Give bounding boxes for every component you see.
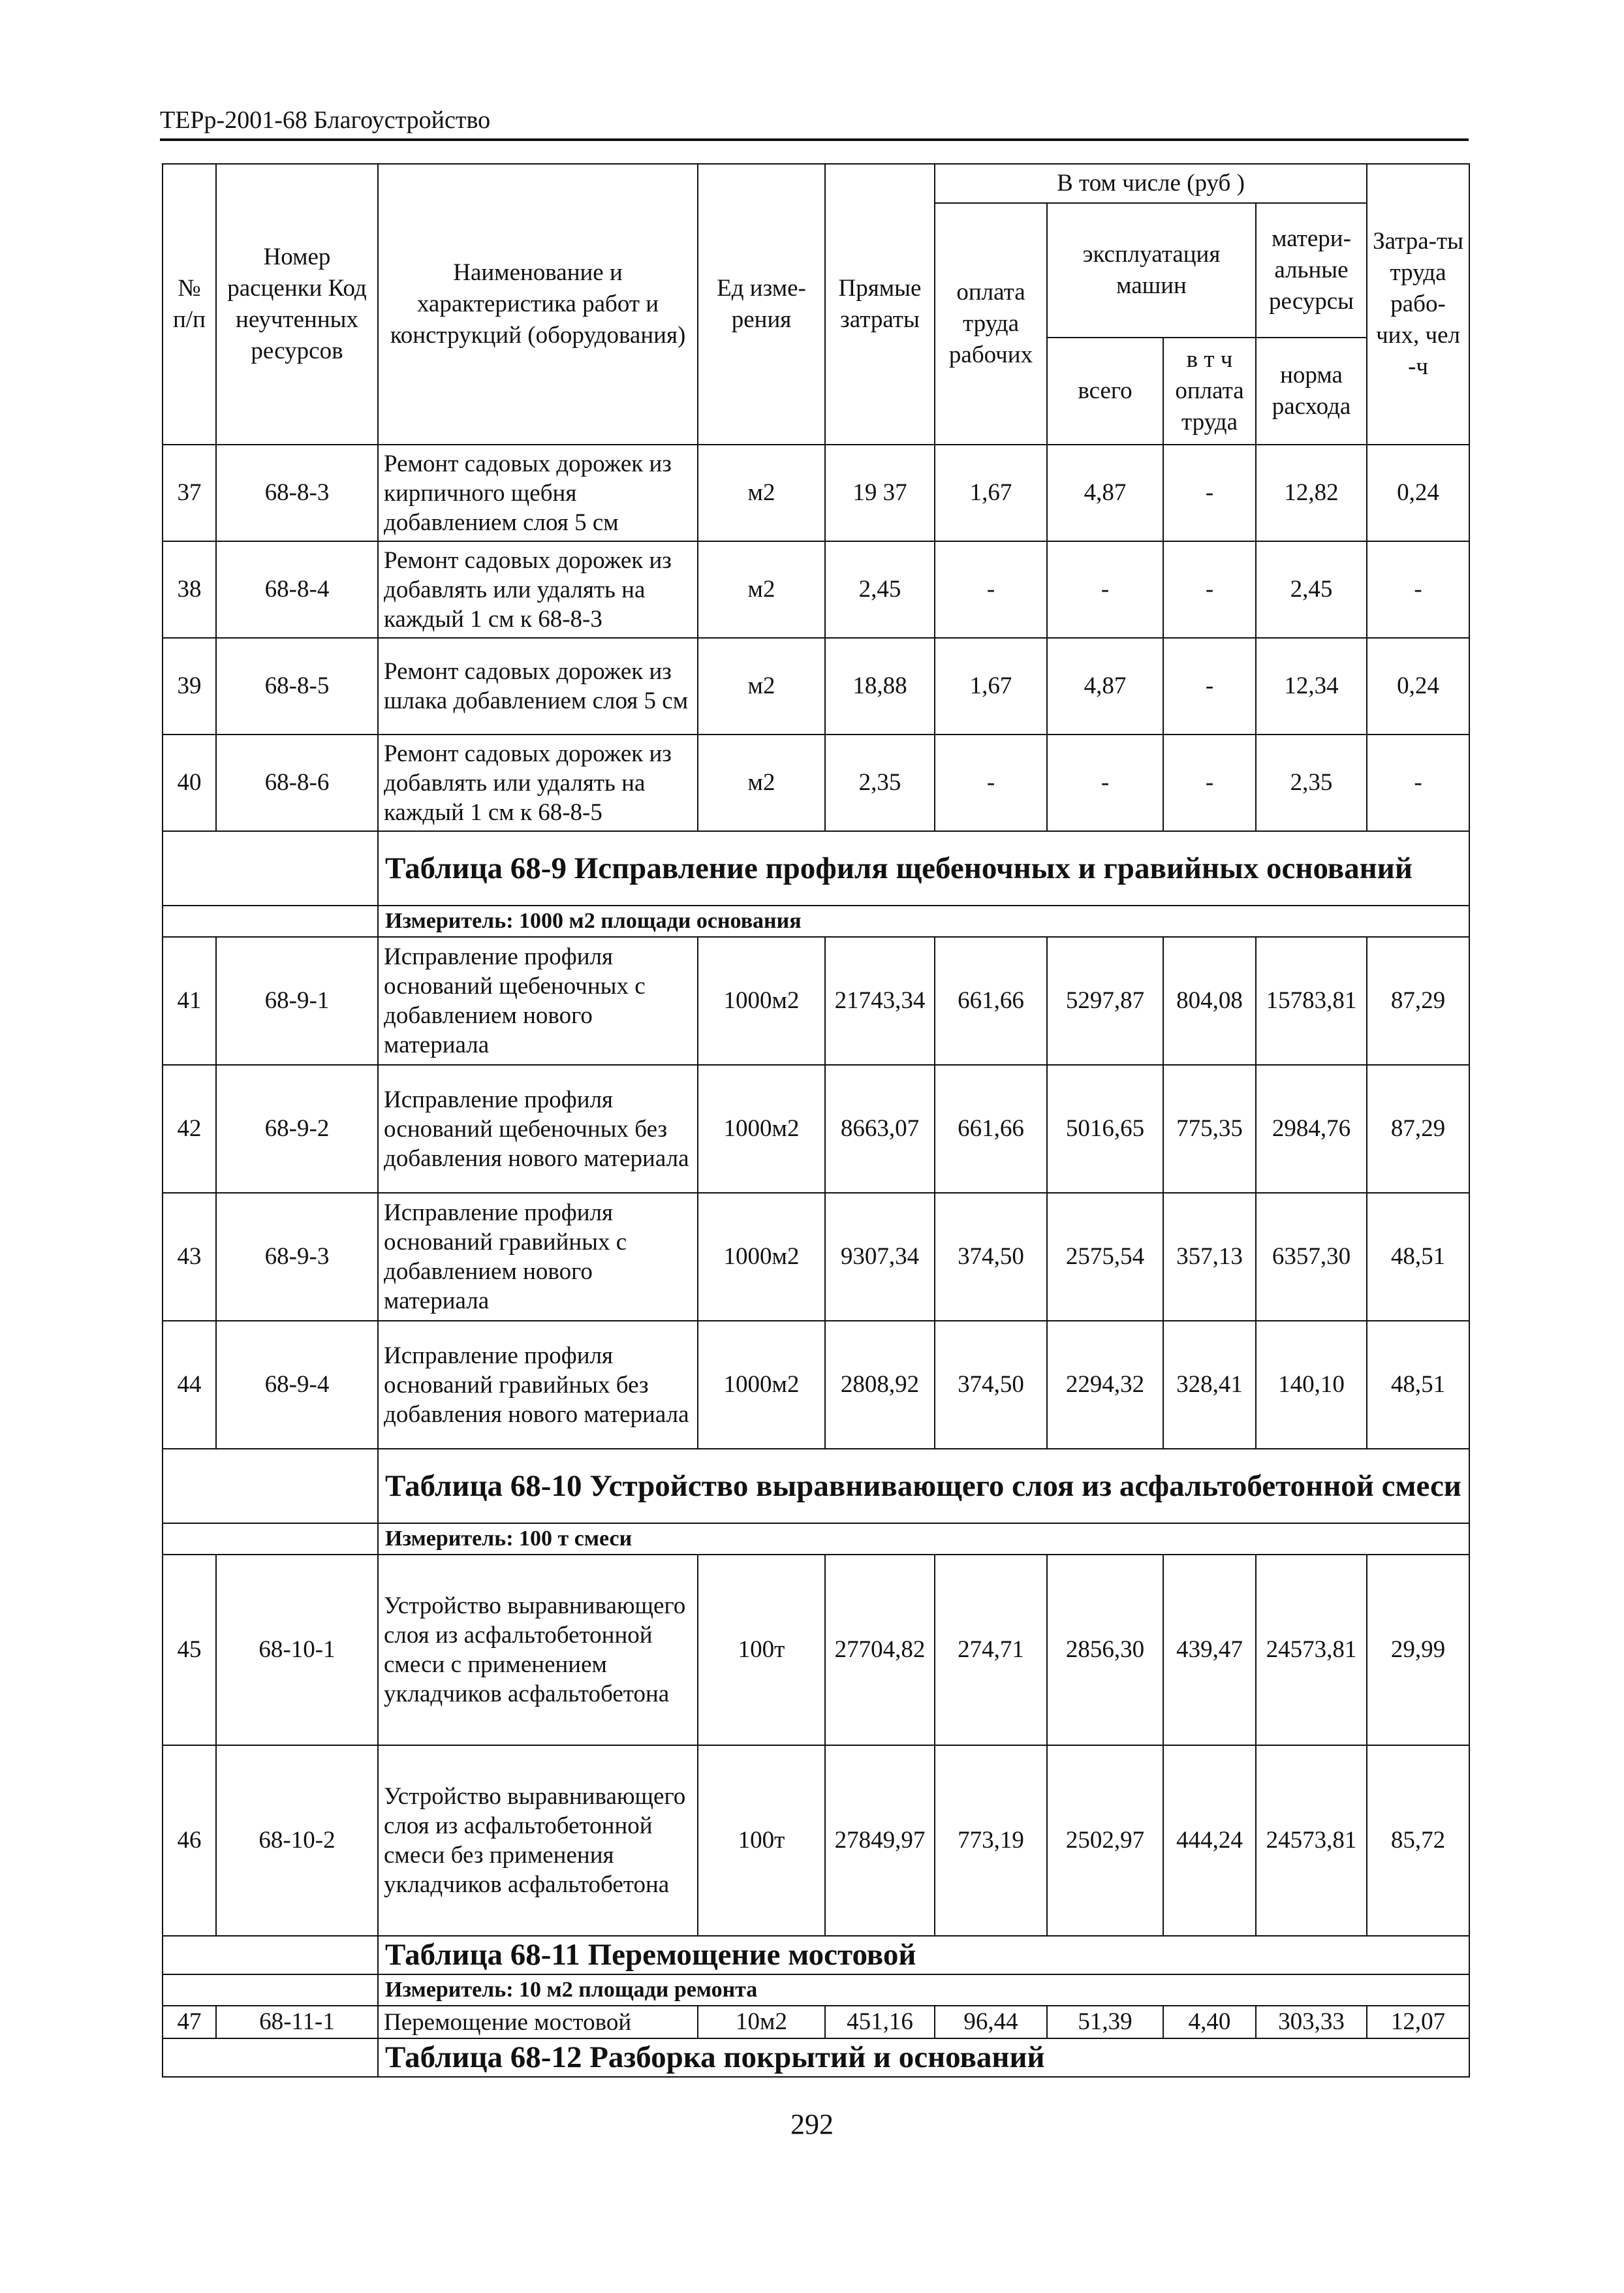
col-mach-wage-header: в т ч оплата труда xyxy=(1163,338,1256,445)
row-direct-cost: 19 37 xyxy=(825,445,935,541)
row-unit: 1000м2 xyxy=(698,937,825,1065)
row-code: 68-9-4 xyxy=(216,1321,378,1449)
row-materials: 24573,81 xyxy=(1256,1555,1367,1745)
row-code: 68-8-4 xyxy=(216,541,378,638)
row-machines-total: 2294,32 xyxy=(1047,1321,1163,1449)
row-materials: 6357,30 xyxy=(1256,1193,1367,1321)
row-unit: 100т xyxy=(698,1745,825,1936)
col-including-header: В том числе (руб ) xyxy=(935,164,1367,203)
row-materials: 2,45 xyxy=(1256,541,1367,638)
row-machines-wage: 775,35 xyxy=(1163,1065,1256,1193)
row-machines-total: 2856,30 xyxy=(1047,1555,1163,1745)
row-unit: 1000м2 xyxy=(698,1321,825,1449)
row-num: 43 xyxy=(163,1193,216,1321)
row-labor: 0,24 xyxy=(1367,445,1469,541)
section-meter-blank xyxy=(163,1523,378,1555)
row-machines-wage: 804,08 xyxy=(1163,937,1256,1065)
row-name: Исправление профиля оснований гравийных с добавлением нового материала xyxy=(378,1193,698,1321)
row-name: Исправление профиля оснований гравийных без добавления нового материала xyxy=(378,1321,698,1449)
row-machines-wage: - xyxy=(1163,445,1256,541)
section-title-row xyxy=(163,1449,1469,1523)
table-row xyxy=(163,445,1469,541)
row-code: 68-8-3 xyxy=(216,445,378,541)
row-code: 68-10-2 xyxy=(216,1745,378,1936)
row-num: 46 xyxy=(163,1745,216,1936)
row-num: 37 xyxy=(163,445,216,541)
row-unit: 1000м2 xyxy=(698,1193,825,1321)
row-code: 68-8-6 xyxy=(216,735,378,831)
row-labor: 29,99 xyxy=(1367,1555,1469,1745)
row-materials: 24573,81 xyxy=(1256,1745,1367,1936)
table-row xyxy=(163,638,1469,735)
rates-table xyxy=(162,163,1470,2078)
row-name: Ремонт садовых дорожек из добавлять или удалять на каждый 1 см к 68-8-3 xyxy=(378,541,698,638)
table-row xyxy=(163,1555,1469,1745)
col-unit-header: Ед изме-рения xyxy=(698,164,825,445)
col-materials-header: матери-альные ресурсы xyxy=(1256,203,1367,338)
row-machines-total: 5297,87 xyxy=(1047,937,1163,1065)
row-labor: 87,29 xyxy=(1367,937,1469,1065)
row-labor: 48,51 xyxy=(1367,1193,1469,1321)
row-unit: 1000м2 xyxy=(698,1065,825,1193)
section-title-blank xyxy=(163,1449,378,1523)
section-title-row xyxy=(163,1936,1469,1974)
row-code: 68-9-3 xyxy=(216,1193,378,1321)
row-direct-cost: 2,45 xyxy=(825,541,935,638)
row-wage: 773,19 xyxy=(935,1745,1047,1936)
row-machines-total: 2575,54 xyxy=(1047,1193,1163,1321)
header-row-1 xyxy=(163,164,1469,203)
row-wage: 661,66 xyxy=(935,1065,1047,1193)
section-meter: Измеритель: 100 т смеси xyxy=(378,1523,1469,1555)
row-materials: 140,10 xyxy=(1256,1321,1367,1449)
row-code: 68-11-1 xyxy=(216,2006,378,2038)
col-labor-header: Затра-ты труда рабо-чих, чел -ч xyxy=(1367,164,1469,445)
row-machines-total: 2502,97 xyxy=(1047,1745,1163,1936)
row-direct-cost: 451,16 xyxy=(825,2006,935,2038)
row-direct-cost: 2808,92 xyxy=(825,1321,935,1449)
row-num: 42 xyxy=(163,1065,216,1193)
row-wage: 96,44 xyxy=(935,2006,1047,2038)
col-name-header: Наименование и характеристика работ и конструкций (оборудования) xyxy=(378,164,698,445)
row-direct-cost: 18,88 xyxy=(825,638,935,735)
row-direct-cost: 2,35 xyxy=(825,735,935,831)
row-labor: 48,51 xyxy=(1367,1321,1469,1449)
row-materials: 2984,76 xyxy=(1256,1065,1367,1193)
row-labor: 0,24 xyxy=(1367,638,1469,735)
section-title-row xyxy=(163,2038,1469,2077)
row-wage: 274,71 xyxy=(935,1555,1047,1745)
table-body xyxy=(163,164,1469,2077)
row-machines-wage: 357,13 xyxy=(1163,1193,1256,1321)
table-row xyxy=(163,937,1469,1065)
row-wage: - xyxy=(935,735,1047,831)
section-meter-blank xyxy=(163,906,378,937)
row-machines-total: 51,39 xyxy=(1047,2006,1163,2038)
running-header: ТЕРр-2001-68 Благоустройство xyxy=(160,106,491,134)
row-wage: 374,50 xyxy=(935,1193,1047,1321)
row-machines-total: 4,87 xyxy=(1047,445,1163,541)
col-direct-header: Прямые затраты xyxy=(825,164,935,445)
row-name: Исправление профиля оснований щебеночных без добавления нового материала xyxy=(378,1065,698,1193)
table-row xyxy=(163,541,1469,638)
row-direct-cost: 27704,82 xyxy=(825,1555,935,1745)
row-name: Исправление профиля оснований щебеночных с добавлением нового материала xyxy=(378,937,698,1065)
row-name: Ремонт садовых дорожек из кирпичного щебня добавлением слоя 5 см xyxy=(378,445,698,541)
section-meter-row xyxy=(163,1523,1469,1555)
section-title: Таблица 68-11 Перемощение мостовой xyxy=(378,1936,1469,1974)
row-labor: - xyxy=(1367,735,1469,831)
row-name: Ремонт садовых дорожек из шлака добавлением слоя 5 см xyxy=(378,638,698,735)
row-direct-cost: 27849,97 xyxy=(825,1745,935,1936)
col-num-header: № п/п xyxy=(163,164,216,445)
row-unit: м2 xyxy=(698,541,825,638)
row-code: 68-9-1 xyxy=(216,937,378,1065)
row-machines-total: - xyxy=(1047,735,1163,831)
row-materials: 15783,81 xyxy=(1256,937,1367,1065)
row-direct-cost: 9307,34 xyxy=(825,1193,935,1321)
section-meter-row xyxy=(163,906,1469,937)
row-unit: 10м2 xyxy=(698,2006,825,2038)
section-title-row xyxy=(163,831,1469,906)
row-num: 38 xyxy=(163,541,216,638)
section-meter: Измеритель: 1000 м2 площади основания xyxy=(378,906,1469,937)
col-code-header: Номер расценки Код неучтенных ресурсов xyxy=(216,164,378,445)
row-unit: м2 xyxy=(698,735,825,831)
row-machines-wage: - xyxy=(1163,735,1256,831)
row-direct-cost: 8663,07 xyxy=(825,1065,935,1193)
row-num: 44 xyxy=(163,1321,216,1449)
row-machines-wage: - xyxy=(1163,638,1256,735)
col-machines-header: эксплуатация машин xyxy=(1047,203,1256,338)
row-unit: м2 xyxy=(698,445,825,541)
section-title-blank xyxy=(163,831,378,906)
row-labor: - xyxy=(1367,541,1469,638)
row-labor: 87,29 xyxy=(1367,1065,1469,1193)
section-title: Таблица 68-9 Исправление профиля щебеночных и гравийных оснований xyxy=(378,831,1469,906)
row-machines-wage: 4,40 xyxy=(1163,2006,1256,2038)
row-num: 40 xyxy=(163,735,216,831)
row-name: Ремонт садовых дорожек из добавлять или удалять на каждый 1 см к 68-8-5 xyxy=(378,735,698,831)
row-wage: 374,50 xyxy=(935,1321,1047,1449)
row-code: 68-9-2 xyxy=(216,1065,378,1193)
header-rule xyxy=(160,138,1469,141)
col-norm-header: норма расхода xyxy=(1256,338,1367,445)
row-unit: 100т xyxy=(698,1555,825,1745)
table-row xyxy=(163,1065,1469,1193)
row-machines-wage: 444,24 xyxy=(1163,1745,1256,1936)
row-num: 45 xyxy=(163,1555,216,1745)
row-materials: 12,82 xyxy=(1256,445,1367,541)
row-machines-wage: - xyxy=(1163,541,1256,638)
row-num: 41 xyxy=(163,937,216,1065)
section-title-blank xyxy=(163,1936,378,1974)
row-labor: 12,07 xyxy=(1367,2006,1469,2038)
table-row xyxy=(163,2006,1469,2038)
row-wage: 1,67 xyxy=(935,638,1047,735)
row-name: Устройство выравнивающего слоя из асфальтобетонной смеси без применения укладчиков асфальтобетона xyxy=(378,1745,698,1936)
row-name: Перемощение мостовой xyxy=(378,2006,698,2038)
section-meter: Измеритель: 10 м2 площади ремонта xyxy=(378,1974,1469,2006)
row-wage: 661,66 xyxy=(935,937,1047,1065)
row-machines-total: - xyxy=(1047,541,1163,638)
page-number: 292 xyxy=(790,2108,834,2140)
table-row xyxy=(163,1321,1469,1449)
row-num: 39 xyxy=(163,638,216,735)
row-unit: м2 xyxy=(698,638,825,735)
section-title: Таблица 68-10 Устройство выравнивающего слоя из асфальтобетонной смеси xyxy=(378,1449,1469,1523)
section-meter-row xyxy=(163,1974,1469,2006)
row-machines-wage: 439,47 xyxy=(1163,1555,1256,1745)
row-name: Устройство выравнивающего слоя из асфальтобетонной смеси с применением укладчиков асфальтобетона xyxy=(378,1555,698,1745)
table-row xyxy=(163,1745,1469,1936)
row-direct-cost: 21743,34 xyxy=(825,937,935,1065)
row-wage: 1,67 xyxy=(935,445,1047,541)
row-machines-wage: 328,41 xyxy=(1163,1321,1256,1449)
table-row xyxy=(163,735,1469,831)
section-title-blank xyxy=(163,2038,378,2077)
row-labor: 85,72 xyxy=(1367,1745,1469,1936)
row-machines-total: 5016,65 xyxy=(1047,1065,1163,1193)
col-wage-header: оплата труда рабочих xyxy=(935,203,1047,445)
col-mach-total-header: всего xyxy=(1047,338,1163,445)
row-code: 68-8-5 xyxy=(216,638,378,735)
row-code: 68-10-1 xyxy=(216,1555,378,1745)
table-row xyxy=(163,1193,1469,1321)
section-title: Таблица 68-12 Разборка покрытий и оснований xyxy=(378,2038,1469,2077)
row-num: 47 xyxy=(163,2006,216,2038)
row-materials: 303,33 xyxy=(1256,2006,1367,2038)
row-wage: - xyxy=(935,541,1047,638)
row-materials: 2,35 xyxy=(1256,735,1367,831)
row-materials: 12,34 xyxy=(1256,638,1367,735)
row-machines-total: 4,87 xyxy=(1047,638,1163,735)
section-meter-blank xyxy=(163,1974,378,2006)
